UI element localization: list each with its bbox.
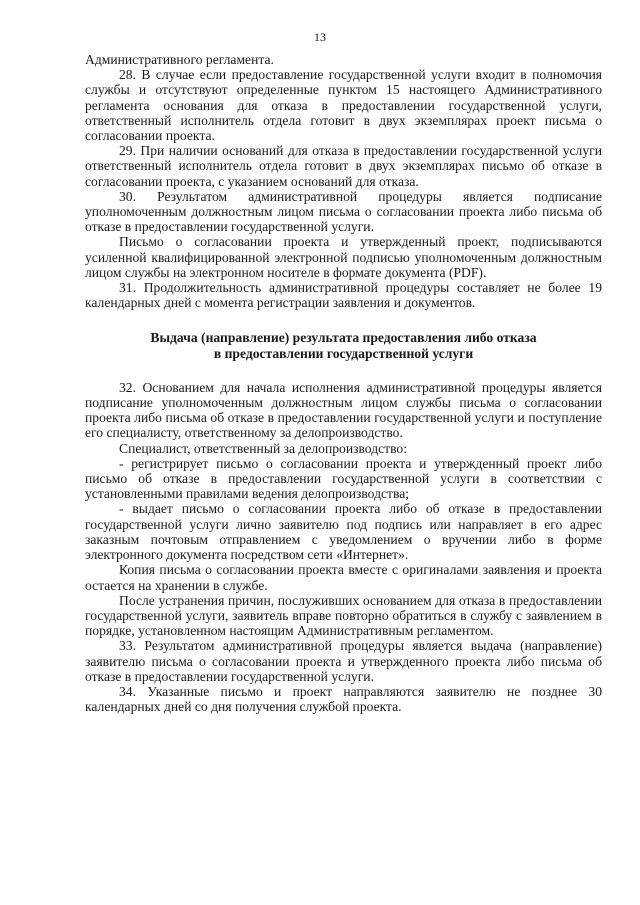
paragraph: - регистрирует письмо о согласовании проекта и утвержденный проект либо письмо об отказе в предоставлении государственной услуги в соответствии с установленными правилами ведения делопроизводства; — [85, 455, 602, 502]
paragraph: 34. Указанные письмо и проект направляются заявителю не позднее 30 календарных дней со дня получения службой проекта. — [85, 683, 602, 715]
paragraph: Административного регламента. — [85, 52, 274, 67]
paragraph: - выдает письмо о согласовании проекта либо об отказе в предоставлении государственной услуги лично заявителю под подпись или направляет в его адрес заказным почтовым отправлением с уведомлением о вручении либо в форме электронного документа посредством сети «Интернет». — [85, 501, 602, 563]
paragraph: Копия письма о согласовании проекта вместе с оригиналами заявления и проекта остается на хранении в службе. — [85, 562, 602, 593]
paragraph: 33. Результатом административной процедуры является выдача (направление) заявителю письма о согласовании проекта и утвержденного проекта либо письма об отказе в предоставлении государственной услуги. — [85, 638, 602, 684]
paragraphs-after-heading — [85, 380, 602, 714]
page-number: 13 — [314, 30, 326, 44]
paragraph: Письмо о согласовании проекта и утвержденный проект, подписываются усиленной квалифицированной электронной подписью уполномоченным должностным лицом службы на электронном носителе в формате документа (PDF). — [85, 234, 602, 280]
document-body — [85, 52, 602, 714]
paragraph: 31. Продолжительность административной процедуры составляет не более 19 календарных дней с момента регистрации заявления и документов. — [85, 280, 602, 311]
section-heading-line-1: Выдача (направление) результата предоставления либо отказа — [150, 330, 537, 346]
paragraph: Специалист, ответственный за делопроизводство: — [119, 440, 407, 456]
paragraph: 28. В случае если предоставление государственной услуги входит в полномочия службы и отсутствуют определенные пунктом 15 настоящего Административного регламента основания для отказа в предоставлении государственной услуги, ответственный исполнитель отдела готовит в двух экземплярах проект письма о согласовании проекта. — [85, 67, 602, 144]
paragraph: 29. При наличии оснований для отказа в предоставлении государственной услуги ответственный исполнитель отдела готовит в двух экземплярах письмо об отказе в согласовании проекта, с указанием оснований для отказа. — [85, 143, 602, 189]
section-heading — [85, 330, 602, 360]
paragraph: После устранения причин, послуживших основанием для отказа в предоставлении государственной услуги, заявитель вправе повторно обратиться в службу с заявлением в порядке, установленном настоящим Административным регламентом. — [85, 592, 602, 639]
section-heading-line-2: в предоставлении государственной услуги — [213, 345, 474, 361]
paragraphs-before-heading — [85, 52, 602, 310]
paragraph: 30. Результатом административной процедуры является подписание уполномоченным должностным лицом письма о согласовании проекта либо письма об отказе в предоставлении государственной услуги. — [85, 188, 602, 235]
paragraph: 32. Основанием для начала исполнения административной процедуры является подписание уполномоченным должностным лицом службы письма о согласовании проекта либо письма об отказе в предоставлении государственной услуги и поступление его специалисту, ответственному за делопроизводство. — [85, 379, 602, 441]
